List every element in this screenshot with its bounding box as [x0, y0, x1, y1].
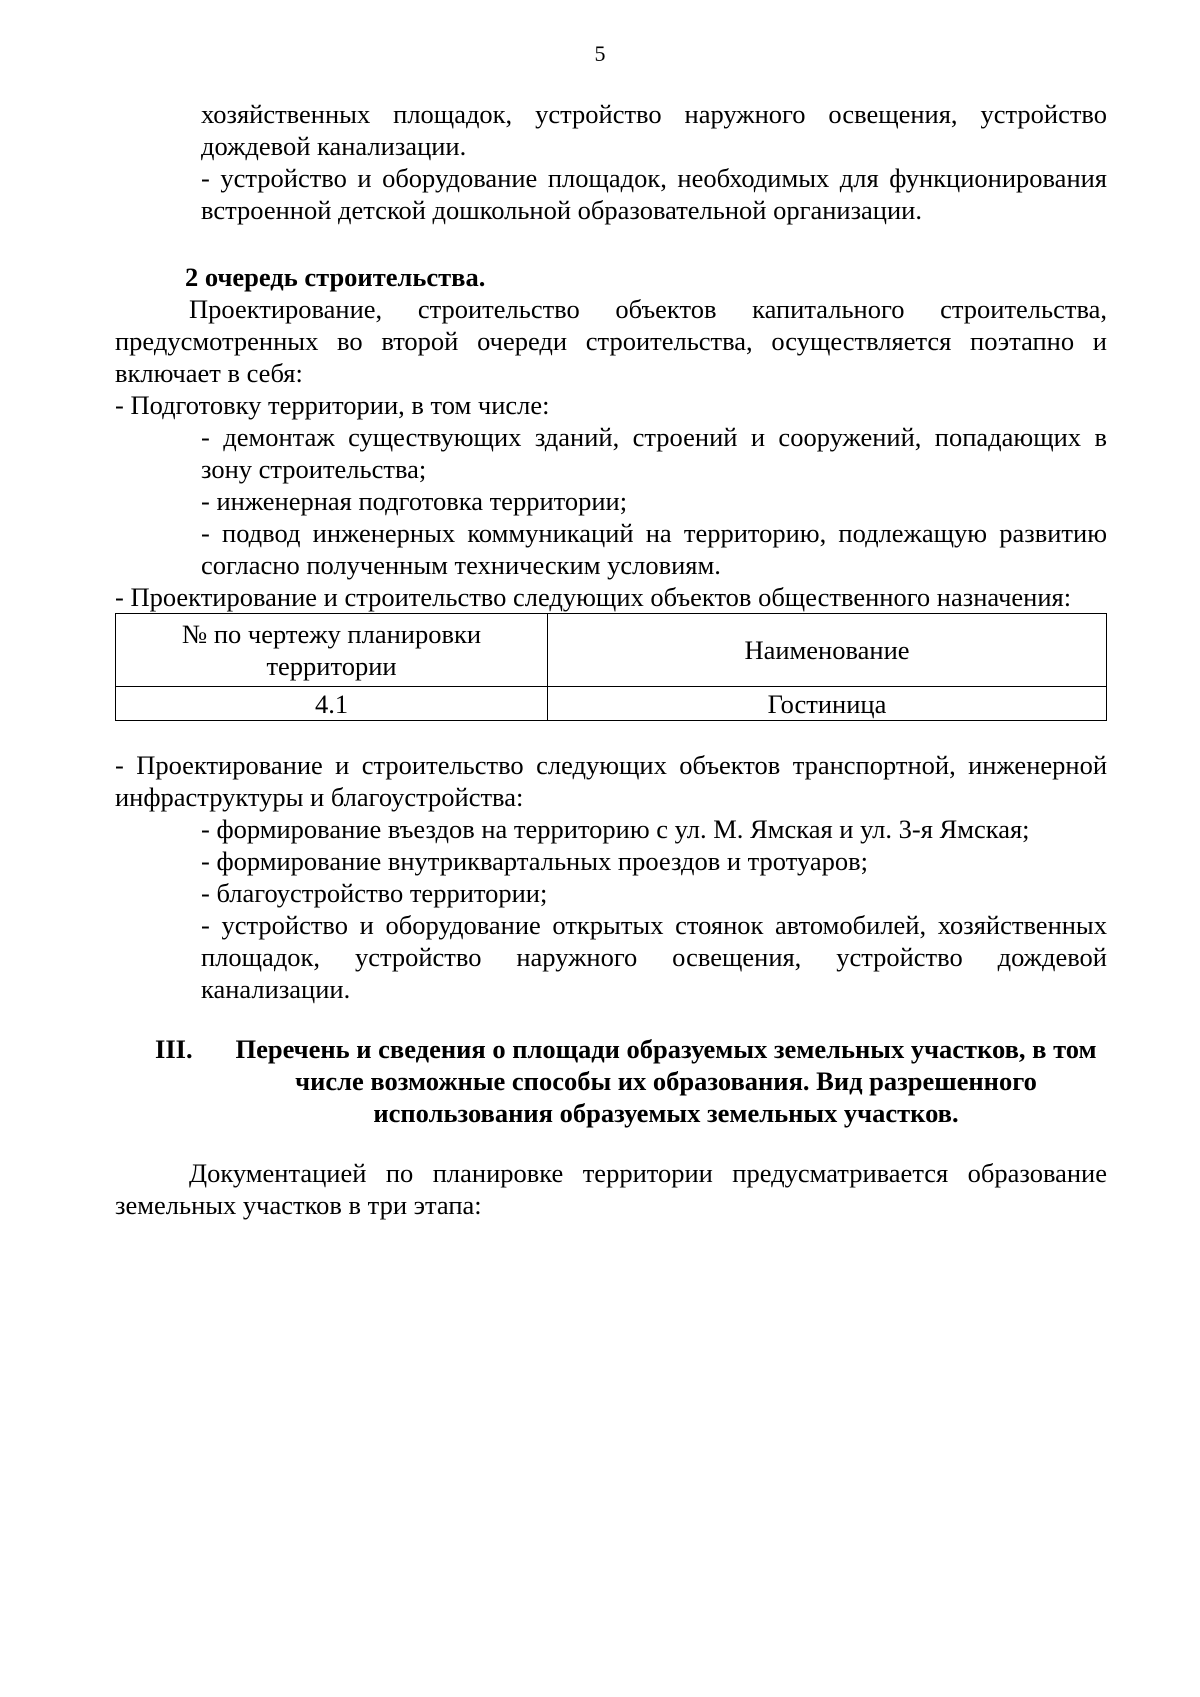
infra-item: - благоустройство территории;: [201, 878, 548, 908]
infra-title: - Проектирование и строительство следующих объектов транспортной, инженерной инфраструктуры и благоустройства:: [115, 750, 1107, 812]
stage2-intro: Проектирование, строительство объектов капитального строительства, предусмотренных во второй очереди строительства, осуществляется поэтапно и включает в себя:: [115, 294, 1107, 388]
infra-item: - формирование въездов на территорию с ул. М. Ямская и ул. 3-я Ямская;: [201, 814, 1030, 844]
objects-table: [115, 613, 1107, 721]
infra-item: - устройство и оборудование открытых стоянок автомобилей, хозяйственных площадок, устройство наружного освещения, устройство дождевой канализации.: [201, 910, 1107, 1004]
table-header-name: Наименование: [548, 614, 1107, 687]
table-row: [116, 687, 1107, 721]
section3-heading: [155, 1033, 1107, 1129]
public-objects-title: - Проектирование и строительство следующих объектов общественного назначения:: [115, 582, 1072, 612]
page-content: [115, 98, 1107, 1221]
table-cell-number: 4.1: [116, 687, 548, 721]
list-item-playgrounds: - устройство и оборудование площадок, необходимых для функционирования встроенной детской дошкольной образовательной организации.: [201, 163, 1107, 225]
prep-item: - подвод инженерных коммуникаций на территорию, подлежащую развитию согласно полученным техническим условиям.: [201, 518, 1107, 580]
prep-title: - Подготовку территории, в том числе:: [115, 390, 550, 420]
prep-item: - демонтаж существующих зданий, строений и сооружений, попадающих в зону строительства;: [201, 422, 1107, 484]
page-number: 5: [594, 41, 606, 66]
table-header-drawing-number: № по чертежу планировки территории: [116, 614, 548, 687]
table-cell-name: Гостиница: [548, 687, 1107, 721]
prep-item: - инженерная подготовка территории;: [201, 486, 628, 516]
section3-paragraph: Документацией по планировке территории предусматривается образование земельных участков в три этапа:: [115, 1158, 1107, 1220]
section3-number: III.: [155, 1034, 193, 1064]
infra-item: - формирование внутриквартальных проездов и тротуаров;: [201, 846, 868, 876]
table-header-row: [116, 614, 1107, 687]
paragraph-continuation: хозяйственных площадок, устройство наружного освещения, устройство дождевой канализации.: [201, 99, 1107, 161]
stage2-heading: 2 очередь строительства.: [185, 262, 486, 292]
section3-title: Перечень и сведения о площади образуемых земельных участков, в том числе возможные способы их образования. Вид разрешенного использования образуемых земельных участков.: [235, 1034, 1097, 1128]
